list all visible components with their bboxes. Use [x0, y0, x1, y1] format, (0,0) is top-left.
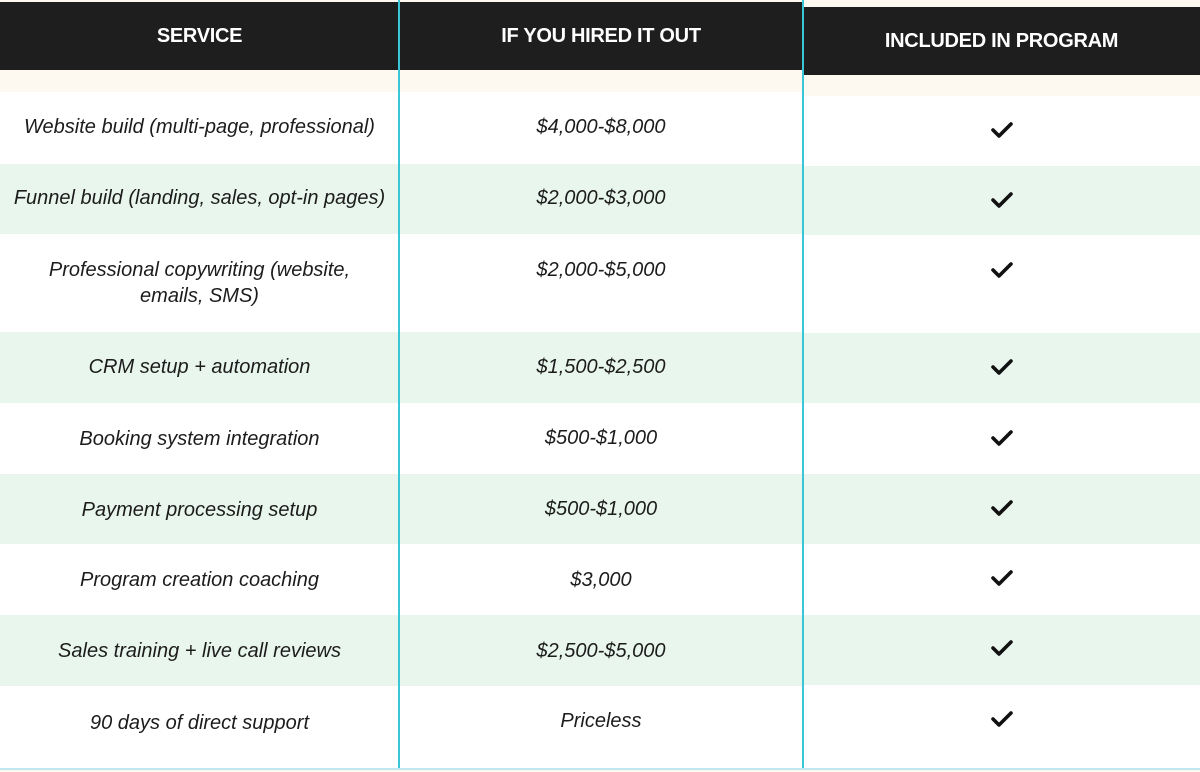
- table-row: [0, 544, 399, 615]
- check-icon: [991, 639, 1013, 657]
- check-icon: [991, 569, 1013, 587]
- service-cell: Program creation coaching: [79, 569, 319, 591]
- hired-cost-cell: $4,000-$8,000: [536, 116, 666, 138]
- check-icon: [991, 499, 1013, 517]
- hired-header: IF YOU HIRED IT OUT: [399, 2, 803, 70]
- table-bottom-border: [0, 768, 1200, 770]
- hired-cost-cell: $500-$1,000: [544, 427, 658, 449]
- check-icon: [991, 710, 1013, 728]
- check-icon: [991, 191, 1013, 209]
- table-row: [803, 544, 1200, 615]
- service-header: SERVICE: [0, 2, 399, 70]
- table-row: [399, 686, 803, 768]
- service-cell: Funnel build (landing, sales, opt-in pages): [13, 187, 386, 209]
- hired-cost-cell: $2,000-$5,000: [536, 259, 666, 281]
- table-row: [0, 615, 399, 686]
- table-row: [399, 234, 803, 332]
- table-row: [803, 685, 1200, 768]
- included-header: INCLUDED IN PROGRAM: [803, 7, 1200, 75]
- included-column: [803, 0, 1200, 770]
- table-row: [0, 403, 399, 474]
- check-icon: [991, 121, 1013, 139]
- hired-cost-cell: $3,000: [570, 569, 632, 591]
- hired-cost-cell: $2,500-$5,000: [536, 640, 666, 662]
- table-row: [803, 166, 1200, 235]
- service-cell: CRM setup + automation: [88, 356, 311, 378]
- service-cell: 90 days of direct support: [89, 712, 309, 734]
- check-icon: [991, 358, 1013, 376]
- table-row: [399, 164, 803, 234]
- table-row: [399, 92, 803, 164]
- table-row: [399, 474, 803, 544]
- table-row: [803, 96, 1200, 166]
- table-row: [0, 234, 399, 332]
- table-row: [0, 686, 399, 768]
- service-cell: Professional copywriting (website, emails, SMS): [48, 259, 351, 307]
- table-row: [803, 615, 1200, 685]
- service-column: [0, 0, 399, 770]
- table-row: [803, 333, 1200, 403]
- table-row: [399, 403, 803, 474]
- check-icon: [991, 261, 1013, 279]
- table-row: [803, 235, 1200, 333]
- table-row: [0, 474, 399, 544]
- table-row: [0, 164, 399, 234]
- table-row: [803, 474, 1200, 544]
- service-cell: Payment processing setup: [81, 499, 318, 521]
- column-divider: [398, 0, 400, 770]
- check-icon: [991, 429, 1013, 447]
- table-row: [399, 332, 803, 403]
- column-divider: [802, 0, 804, 770]
- hired-cost-cell: $2,000-$3,000: [536, 187, 666, 209]
- table-row: [0, 92, 399, 164]
- hired-cost-cell: Priceless: [560, 710, 642, 732]
- table-row: [399, 615, 803, 686]
- table-row: [399, 544, 803, 615]
- table-row: [803, 403, 1200, 474]
- service-cell: Booking system integration: [79, 428, 320, 450]
- service-cell: Website build (multi-page, professional): [24, 116, 375, 138]
- hired-column: [399, 0, 803, 770]
- table-row: [0, 332, 399, 403]
- hired-cost-cell: $1,500-$2,500: [536, 356, 666, 378]
- hired-cost-cell: $500-$1,000: [544, 498, 658, 520]
- service-cell: Sales training + live call reviews: [58, 640, 341, 662]
